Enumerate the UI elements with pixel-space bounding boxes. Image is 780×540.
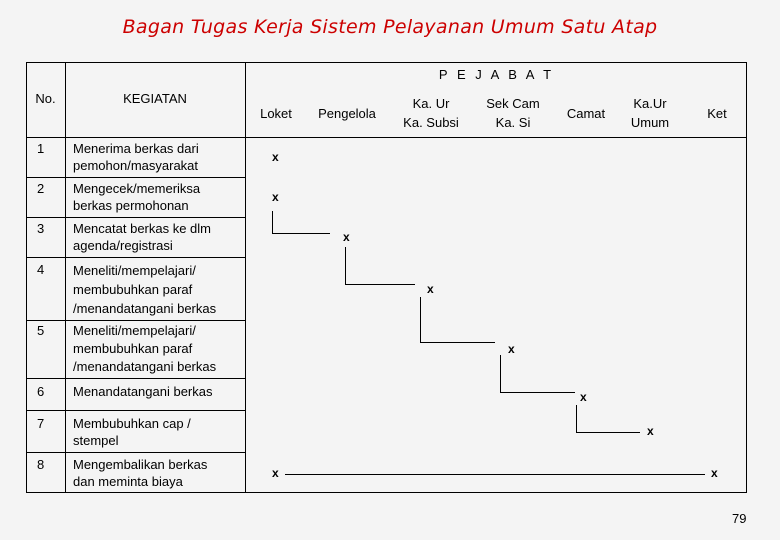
row-kegiatan: Meneliti/mempelajari/ membubuhkan paraf /menandatangani berkas (73, 263, 217, 316)
row-no: 8 (37, 457, 45, 472)
row-no: 7 (37, 416, 45, 431)
row-3-mark: x (343, 230, 350, 244)
row-no: 4 (37, 262, 45, 277)
header-no: No. (35, 91, 56, 106)
page-number: 79 (732, 511, 747, 526)
header-col-sekcam-kasi: Sek Cam Ka. Si (486, 96, 540, 130)
row-6-mark: x (580, 390, 587, 404)
page-title: Bagan Tugas Kerja Sistem Pelayanan Umum Satu Atap (122, 16, 658, 38)
header-col-camat: Camat (566, 106, 606, 121)
header-col-kaur-kasubsi: Ka. Ur Ka. Subsi (403, 96, 459, 130)
row-no: 3 (37, 221, 45, 236)
row-no: 5 (37, 323, 45, 338)
row-8-mark-ket: x (711, 466, 718, 480)
row-kegiatan: Menandatangani berkas (73, 384, 213, 399)
header-col-ket: Ket (707, 106, 727, 121)
header-col-pengelola: Pengelola (318, 106, 376, 121)
header-kegiatan: KEGIATAN (123, 91, 187, 106)
row-kegiatan: Mengembalikan berkas dan meminta biaya (73, 457, 208, 489)
row-1-mark: x (272, 150, 279, 164)
flow-connectors (273, 211, 706, 475)
header-col-kaur-umum: Ka.Ur Umum (630, 96, 670, 130)
header-col-loket: Loket (260, 106, 292, 121)
row-kegiatan: Mencatat berkas ke dlm agenda/registrasi (73, 221, 212, 253)
row-no: 1 (37, 141, 45, 156)
header-pejabat: P E J A B A T (438, 67, 552, 82)
row-kegiatan: Menerima berkas dari pemohon/masyarakat (73, 141, 199, 173)
row-no: 2 (37, 181, 45, 196)
row-kegiatan: Mengecek/memeriksa berkas permohonan (73, 181, 201, 213)
row-kegiatan: Meneliti/mempelajari/ membubuhkan paraf /menandatangani berkas (73, 323, 217, 374)
row-2-mark: x (272, 190, 279, 204)
row-no: 6 (37, 384, 45, 399)
row-kegiatan: Membubuhkan cap / stempel (73, 416, 191, 448)
row-5-mark: x (508, 342, 515, 356)
row-8-mark-loket: x (272, 466, 279, 480)
row-4-mark: x (427, 282, 434, 296)
row-7-mark: x (647, 424, 654, 438)
